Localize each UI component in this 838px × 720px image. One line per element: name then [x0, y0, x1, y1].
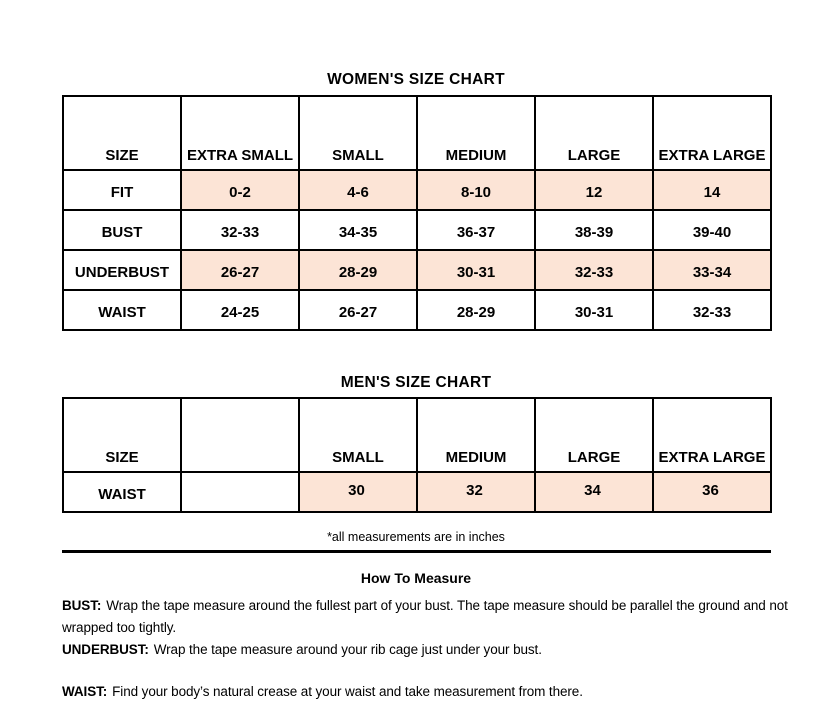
- measure-text: Wrap the tape measure around your rib cage just under your bust.: [153, 642, 542, 657]
- row-label: WAIST: [63, 290, 181, 330]
- mens-size-table: [62, 397, 772, 513]
- column-header-medium: MEDIUM: [417, 398, 535, 472]
- how-to-measure-section: [62, 595, 792, 703]
- measure-item-underbust: [62, 639, 792, 661]
- size-cell: 39-40: [653, 210, 771, 250]
- mens-header-row: [63, 398, 771, 472]
- size-cell: 32-33: [653, 290, 771, 330]
- column-header-large: LARGE: [535, 96, 653, 170]
- size-cell: 33-34: [653, 250, 771, 290]
- column-header-large: LARGE: [535, 398, 653, 472]
- size-cell: 28-29: [299, 250, 417, 290]
- size-cell: 36-37: [417, 210, 535, 250]
- size-cell: 32: [417, 472, 535, 512]
- size-cell: 30-31: [535, 290, 653, 330]
- row-label: WAIST: [63, 472, 181, 512]
- size-cell: 30-31: [417, 250, 535, 290]
- womens-size-table: [62, 95, 772, 331]
- column-header-extra-large: EXTRA LARGE: [653, 96, 771, 170]
- column-header-extra-large: EXTRA LARGE: [653, 398, 771, 472]
- column-header-small: SMALL: [299, 96, 417, 170]
- size-cell: 36: [653, 472, 771, 512]
- column-header-small: SMALL: [299, 398, 417, 472]
- size-cell: 34: [535, 472, 653, 512]
- womens-chart-title: WOMEN'S SIZE CHART: [327, 71, 505, 88]
- measure-item-bust: [62, 595, 792, 639]
- how-to-measure-title: How To Measure: [360, 570, 472, 586]
- size-cell: 14: [653, 170, 771, 210]
- row-label: FIT: [63, 170, 181, 210]
- column-header-extra-small: EXTRA SMALL: [181, 96, 299, 170]
- table-row-waist: [63, 472, 771, 512]
- mens-chart-title: MEN'S SIZE CHART: [340, 374, 492, 391]
- size-cell: 34-35: [299, 210, 417, 250]
- size-cell: 4-6: [299, 170, 417, 210]
- section-divider: [62, 550, 771, 553]
- column-header-blank: [181, 398, 299, 472]
- measure-text: Wrap the tape measure around the fullest part of your bust. The tape measure should be parallel the ground and not wrapped too tightly.: [62, 598, 788, 635]
- measurements-footnote: *all measurements are in inches: [327, 530, 505, 544]
- size-cell: 26-27: [299, 290, 417, 330]
- size-cell: 32-33: [535, 250, 653, 290]
- size-cell: 0-2: [181, 170, 299, 210]
- womens-header-row: [63, 96, 771, 170]
- measure-item-waist: [62, 681, 792, 703]
- column-header-medium: MEDIUM: [417, 96, 535, 170]
- column-header-size: SIZE: [63, 398, 181, 472]
- size-cell: 32-33: [181, 210, 299, 250]
- column-header-size: SIZE: [63, 96, 181, 170]
- size-cell-blank: [181, 472, 299, 512]
- row-label: UNDERBUST: [63, 250, 181, 290]
- size-cell: 26-27: [181, 250, 299, 290]
- table-row-bust: [63, 210, 771, 250]
- measure-term: BUST:: [62, 598, 102, 613]
- measure-term: WAIST:: [62, 684, 108, 699]
- size-cell: 12: [535, 170, 653, 210]
- size-cell: 38-39: [535, 210, 653, 250]
- size-cell: 8-10: [417, 170, 535, 210]
- table-row-underbust: [63, 250, 771, 290]
- row-label: BUST: [63, 210, 181, 250]
- table-row-fit: [63, 170, 771, 210]
- table-row-waist: [63, 290, 771, 330]
- measure-term: UNDERBUST:: [62, 642, 149, 657]
- measure-text: Find your body’s natural crease at your waist and take measurement from there.: [112, 684, 583, 699]
- size-cell: 24-25: [181, 290, 299, 330]
- size-cell: 30: [299, 472, 417, 512]
- size-cell: 28-29: [417, 290, 535, 330]
